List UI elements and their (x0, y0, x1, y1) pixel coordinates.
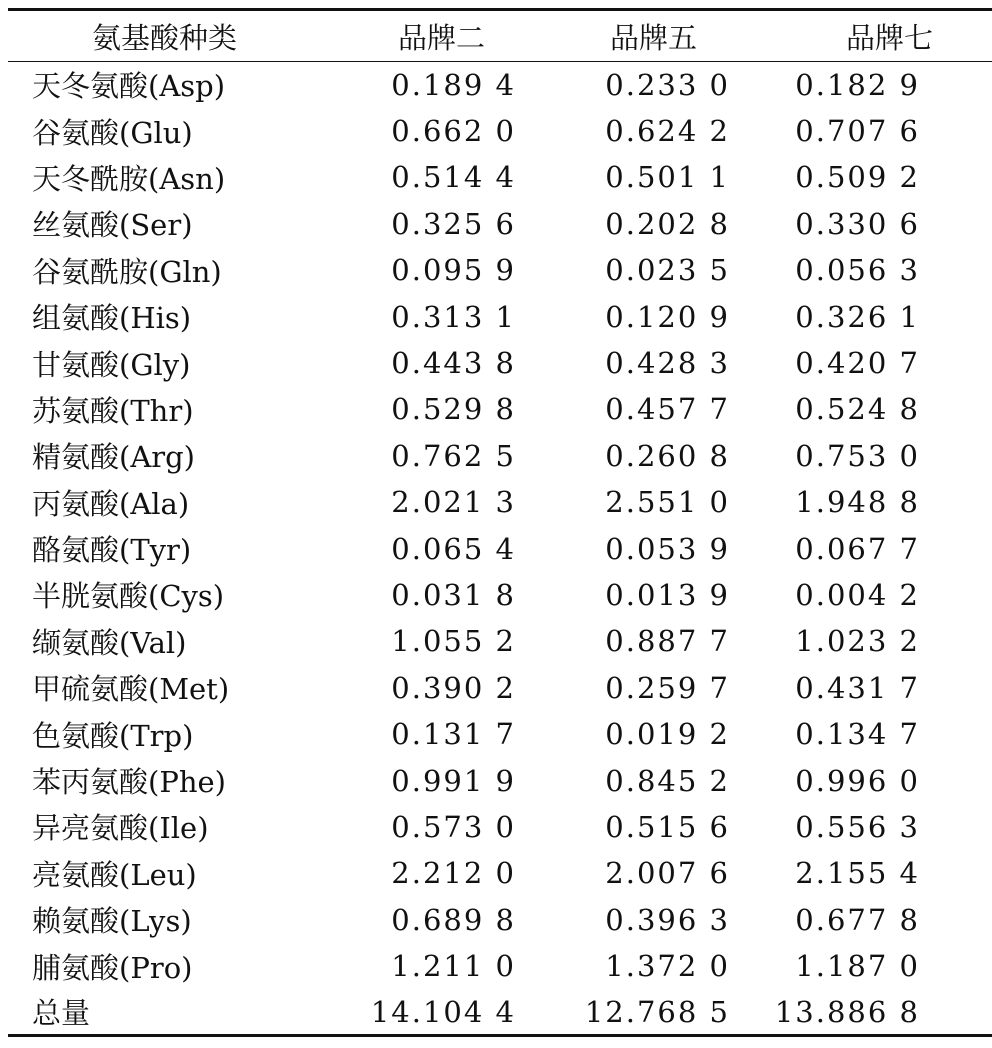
table-row (8, 804, 992, 850)
brand-2-value: 0.662 0 (391, 114, 516, 149)
brand-5-value: 0.053 9 (605, 531, 730, 566)
amino-acid-name: 谷氨酰胺(Gln) (32, 254, 222, 289)
brand-5-value: 0.624 2 (605, 114, 730, 149)
amino-acid-table-container (8, 8, 992, 1037)
table-header (8, 10, 992, 62)
brand-7-value: 0.556 3 (795, 809, 920, 844)
brand-5-value: 0.501 1 (605, 160, 730, 195)
brand-5-value: 0.233 0 (605, 67, 730, 102)
brand-5-value: 2.551 0 (605, 485, 730, 520)
brand-7-value: 1.948 8 (795, 485, 920, 520)
brand-2-value: 0.031 8 (391, 577, 516, 612)
brand-5-value: 0.457 7 (605, 392, 730, 427)
amino-acid-name: 半胱氨酸(Cys) (32, 579, 225, 614)
brand-7-value: 0.004 2 (795, 577, 920, 612)
table-row (8, 850, 992, 896)
brand-2-value: 0.325 6 (391, 206, 516, 241)
brand-2-value: 0.762 5 (391, 438, 516, 473)
brand-7-value: 0.707 6 (795, 114, 920, 149)
amino-acid-name: 苯丙氨酸(Phe) (32, 765, 226, 800)
brand-7-value: 0.182 9 (795, 67, 920, 102)
brand-5-value: 0.259 7 (605, 670, 730, 705)
brand-7-value: 0.753 0 (795, 438, 920, 473)
brand-7-value: 0.524 8 (795, 392, 920, 427)
amino-acid-name: 组氨酸(His) (32, 301, 192, 336)
brand-5-value: 0.428 3 (605, 346, 730, 381)
brand-5-value: 2.007 6 (605, 856, 730, 891)
amino-acid-name: 谷氨酸(Glu) (32, 115, 193, 150)
brand-5-value: 0.515 6 (605, 809, 730, 844)
table-row (8, 525, 992, 571)
table-row (8, 386, 992, 432)
brand-2-value: 2.212 0 (391, 856, 516, 891)
brand-7-value: 0.330 6 (795, 206, 920, 241)
table-row (8, 711, 992, 757)
brand-7-value: 1.023 2 (795, 624, 920, 659)
table-row (8, 665, 992, 711)
brand-5-value: 0.845 2 (605, 763, 730, 798)
amino-acid-name: 异亮氨酸(Ile) (32, 811, 209, 846)
brand-2-value: 1.055 2 (391, 624, 516, 659)
brand-2-value: 0.514 4 (391, 160, 516, 195)
amino-acid-name: 脯氨酸(Pro) (32, 950, 193, 985)
amino-acid-name: 天冬氨酸(Asp) (32, 69, 226, 104)
amino-acid-table (8, 8, 992, 1037)
brand-2-value: 0.991 9 (391, 763, 516, 798)
brand-5-total: 12.768 5 (520, 989, 730, 1035)
table-row (8, 62, 992, 108)
amino-acid-name: 亮氨酸(Leu) (32, 857, 197, 892)
brand-7-value: 2.155 4 (795, 856, 920, 891)
amino-acid-name: 甘氨酸(Gly) (32, 347, 191, 382)
brand-7-value: 0.056 3 (795, 253, 920, 288)
brand-7-value: 0.134 7 (795, 717, 920, 752)
table-row (8, 154, 992, 200)
brand-7-value: 0.326 1 (795, 299, 920, 334)
table-row (8, 572, 992, 618)
brand-2-value: 1.211 0 (391, 949, 516, 984)
amino-acid-name: 甲硫氨酸(Met) (32, 672, 230, 707)
brand-7-value: 1.187 0 (795, 949, 920, 984)
table-row (8, 340, 992, 386)
brand-2-total: 14.104 4 (324, 989, 520, 1035)
brand-5-value: 0.023 5 (605, 253, 730, 288)
brand-7-value: 0.677 8 (795, 902, 920, 937)
header-amino-acid-type: 氨基酸种类 (8, 10, 324, 62)
header-brand-7: 品牌七 (730, 10, 992, 62)
brand-7-value: 0.067 7 (795, 531, 920, 566)
brand-2-value: 0.689 8 (391, 902, 516, 937)
total-label: 总量 (8, 989, 324, 1035)
brand-2-value: 0.189 4 (391, 67, 516, 102)
brand-5-value: 1.372 0 (605, 949, 730, 984)
header-row (8, 10, 992, 62)
brand-2-value: 2.021 3 (391, 485, 516, 520)
brand-2-value: 0.131 7 (391, 717, 516, 752)
table-row (8, 943, 992, 989)
total-row (8, 989, 992, 1035)
brand-7-total: 13.886 8 (730, 989, 992, 1035)
brand-7-value: 0.996 0 (795, 763, 920, 798)
brand-5-value: 0.396 3 (605, 902, 730, 937)
amino-acid-name: 缬氨酸(Val) (32, 625, 187, 660)
table-row (8, 247, 992, 293)
table-row (8, 618, 992, 664)
amino-acid-name: 丝氨酸(Ser) (32, 208, 193, 243)
brand-5-value: 0.887 7 (605, 624, 730, 659)
amino-acid-name: 苏氨酸(Thr) (32, 393, 194, 428)
brand-7-value: 0.431 7 (795, 670, 920, 705)
header-brand-5: 品牌五 (520, 10, 730, 62)
brand-2-value: 0.443 8 (391, 346, 516, 381)
brand-2-value: 0.529 8 (391, 392, 516, 427)
table-body (8, 62, 992, 1036)
brand-5-value: 0.202 8 (605, 206, 730, 241)
table-row (8, 897, 992, 943)
table-row (8, 108, 992, 154)
amino-acid-name: 赖氨酸(Lys) (32, 904, 192, 939)
brand-2-value: 0.095 9 (391, 253, 516, 288)
table-row (8, 757, 992, 803)
brand-5-value: 0.260 8 (605, 438, 730, 473)
brand-2-value: 0.573 0 (391, 809, 516, 844)
table-row (8, 433, 992, 479)
brand-5-value: 0.013 9 (605, 577, 730, 612)
amino-acid-name: 丙氨酸(Ala) (32, 486, 190, 521)
table-row (8, 479, 992, 525)
header-brand-2: 品牌二 (324, 10, 520, 62)
brand-2-value: 0.313 1 (391, 299, 516, 334)
table-row (8, 201, 992, 247)
table-row (8, 293, 992, 339)
brand-7-value: 0.420 7 (795, 346, 920, 381)
brand-5-value: 0.019 2 (605, 717, 730, 752)
amino-acid-name: 精氨酸(Arg) (32, 440, 195, 475)
brand-5-value: 0.120 9 (605, 299, 730, 334)
amino-acid-name: 色氨酸(Trp) (32, 718, 194, 753)
brand-2-value: 0.390 2 (391, 670, 516, 705)
brand-2-value: 0.065 4 (391, 531, 516, 566)
brand-7-value: 0.509 2 (795, 160, 920, 195)
amino-acid-name: 酪氨酸(Tyr) (32, 533, 192, 568)
amino-acid-name: 天冬酰胺(Asn) (32, 161, 226, 196)
